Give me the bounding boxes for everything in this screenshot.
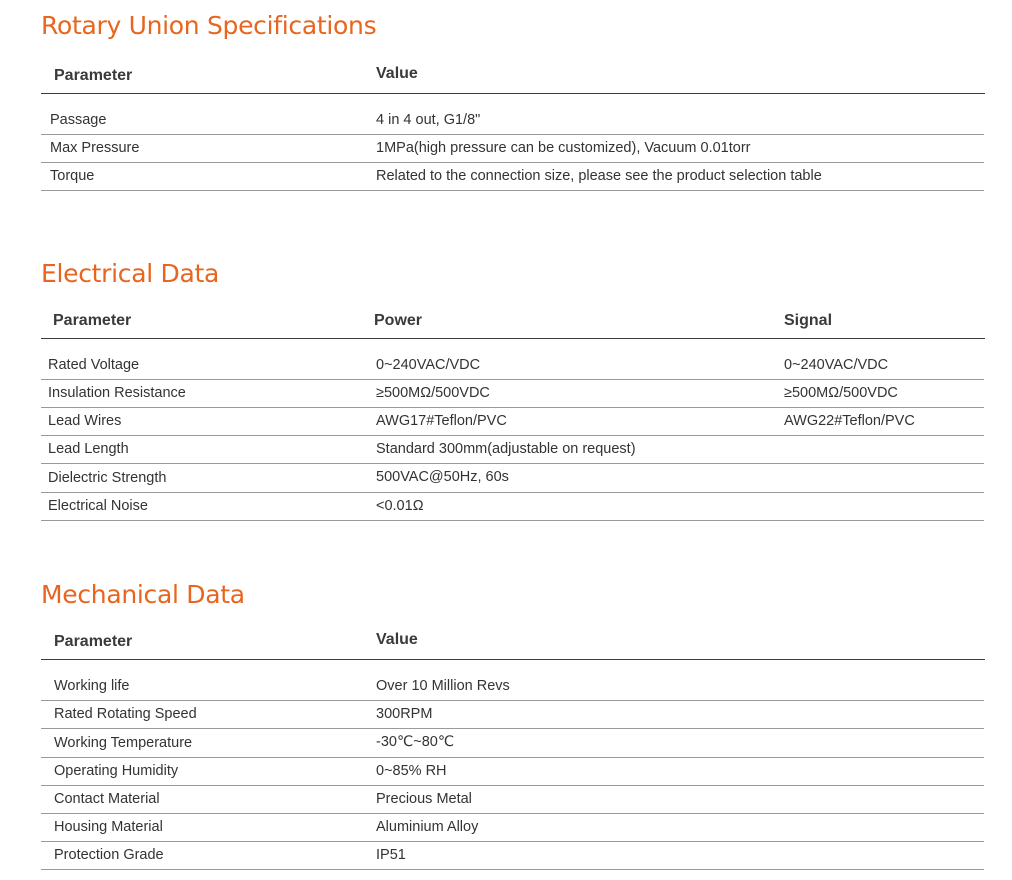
power-cell: ≥500MΩ/500VDC bbox=[376, 385, 490, 401]
header-value: Value bbox=[376, 65, 418, 82]
table-row bbox=[41, 785, 984, 814]
param-cell: Operating Humidity bbox=[54, 763, 179, 779]
table-row bbox=[41, 492, 984, 521]
value-cell: 4 in 4 out, G1/8" bbox=[376, 112, 481, 128]
signal-cell: ≥500MΩ/500VDC bbox=[784, 385, 898, 401]
value-cell: 0~85% RH bbox=[376, 763, 447, 779]
section-title: Mechanical Data bbox=[41, 580, 245, 609]
param-cell: Insulation Resistance bbox=[48, 385, 186, 401]
signal-cell: AWG22#Teflon/PVC bbox=[784, 413, 915, 429]
table-row bbox=[41, 435, 984, 464]
signal-cell: 0~240VAC/VDC bbox=[784, 357, 889, 373]
power-cell: <0.01Ω bbox=[376, 498, 424, 514]
table-row bbox=[41, 351, 984, 380]
param-cell: Lead Length bbox=[48, 441, 129, 457]
power-cell: Standard 300mm(adjustable on request) bbox=[376, 441, 636, 457]
param-cell: Protection Grade bbox=[54, 847, 164, 863]
table-row bbox=[41, 813, 984, 842]
param-cell: Housing Material bbox=[54, 819, 163, 835]
power-cell: 500VAC@50Hz, 60s bbox=[376, 469, 509, 485]
table-row bbox=[41, 757, 984, 786]
value-cell: Aluminium Alloy bbox=[376, 819, 479, 835]
param-cell: Rated Voltage bbox=[48, 357, 140, 373]
header-divider bbox=[41, 659, 985, 660]
header-signal: Signal bbox=[784, 312, 833, 329]
header-parameter: Parameter bbox=[53, 312, 132, 329]
table-row bbox=[41, 162, 984, 191]
value-cell: Over 10 Million Revs bbox=[376, 678, 510, 694]
value-cell: Related to the connection size, please see the product selection table bbox=[376, 168, 822, 184]
param-cell: Working Temperature bbox=[54, 735, 193, 751]
param-cell: Rated Rotating Speed bbox=[54, 706, 197, 722]
header-power: Power bbox=[374, 312, 423, 329]
power-cell: 0~240VAC/VDC bbox=[376, 357, 481, 373]
param-cell: Lead Wires bbox=[48, 413, 122, 429]
value-cell: -30℃~80℃ bbox=[376, 734, 455, 750]
header-parameter: Parameter bbox=[54, 67, 133, 84]
header-parameter: Parameter bbox=[54, 633, 133, 650]
table-row bbox=[41, 463, 984, 493]
section-title: Electrical Data bbox=[41, 259, 220, 288]
param-cell: Passage bbox=[50, 112, 107, 128]
param-cell: Working life bbox=[54, 678, 130, 694]
table-row bbox=[41, 672, 984, 701]
header-value: Value bbox=[376, 631, 418, 648]
param-cell: Torque bbox=[50, 168, 95, 184]
param-cell: Dielectric Strength bbox=[48, 470, 167, 486]
table-row bbox=[41, 728, 984, 758]
table-row bbox=[41, 841, 984, 870]
table-row bbox=[41, 700, 984, 729]
header-divider bbox=[41, 338, 985, 339]
power-cell: AWG17#Teflon/PVC bbox=[376, 413, 507, 429]
param-cell: Contact Material bbox=[54, 791, 160, 807]
value-cell: Precious Metal bbox=[376, 791, 472, 807]
value-cell: 300RPM bbox=[376, 706, 433, 722]
table-row bbox=[41, 379, 984, 408]
value-cell: 1MPa(high pressure can be customized), Vacuum 0.01torr bbox=[376, 140, 751, 156]
table-row bbox=[41, 106, 984, 135]
param-cell: Max Pressure bbox=[50, 140, 140, 156]
value-cell: IP51 bbox=[376, 847, 406, 863]
header-divider bbox=[41, 93, 985, 94]
param-cell: Electrical Noise bbox=[48, 498, 148, 514]
section-title: Rotary Union Specifications bbox=[41, 11, 377, 40]
table-row bbox=[41, 407, 984, 436]
table-row bbox=[41, 134, 984, 163]
